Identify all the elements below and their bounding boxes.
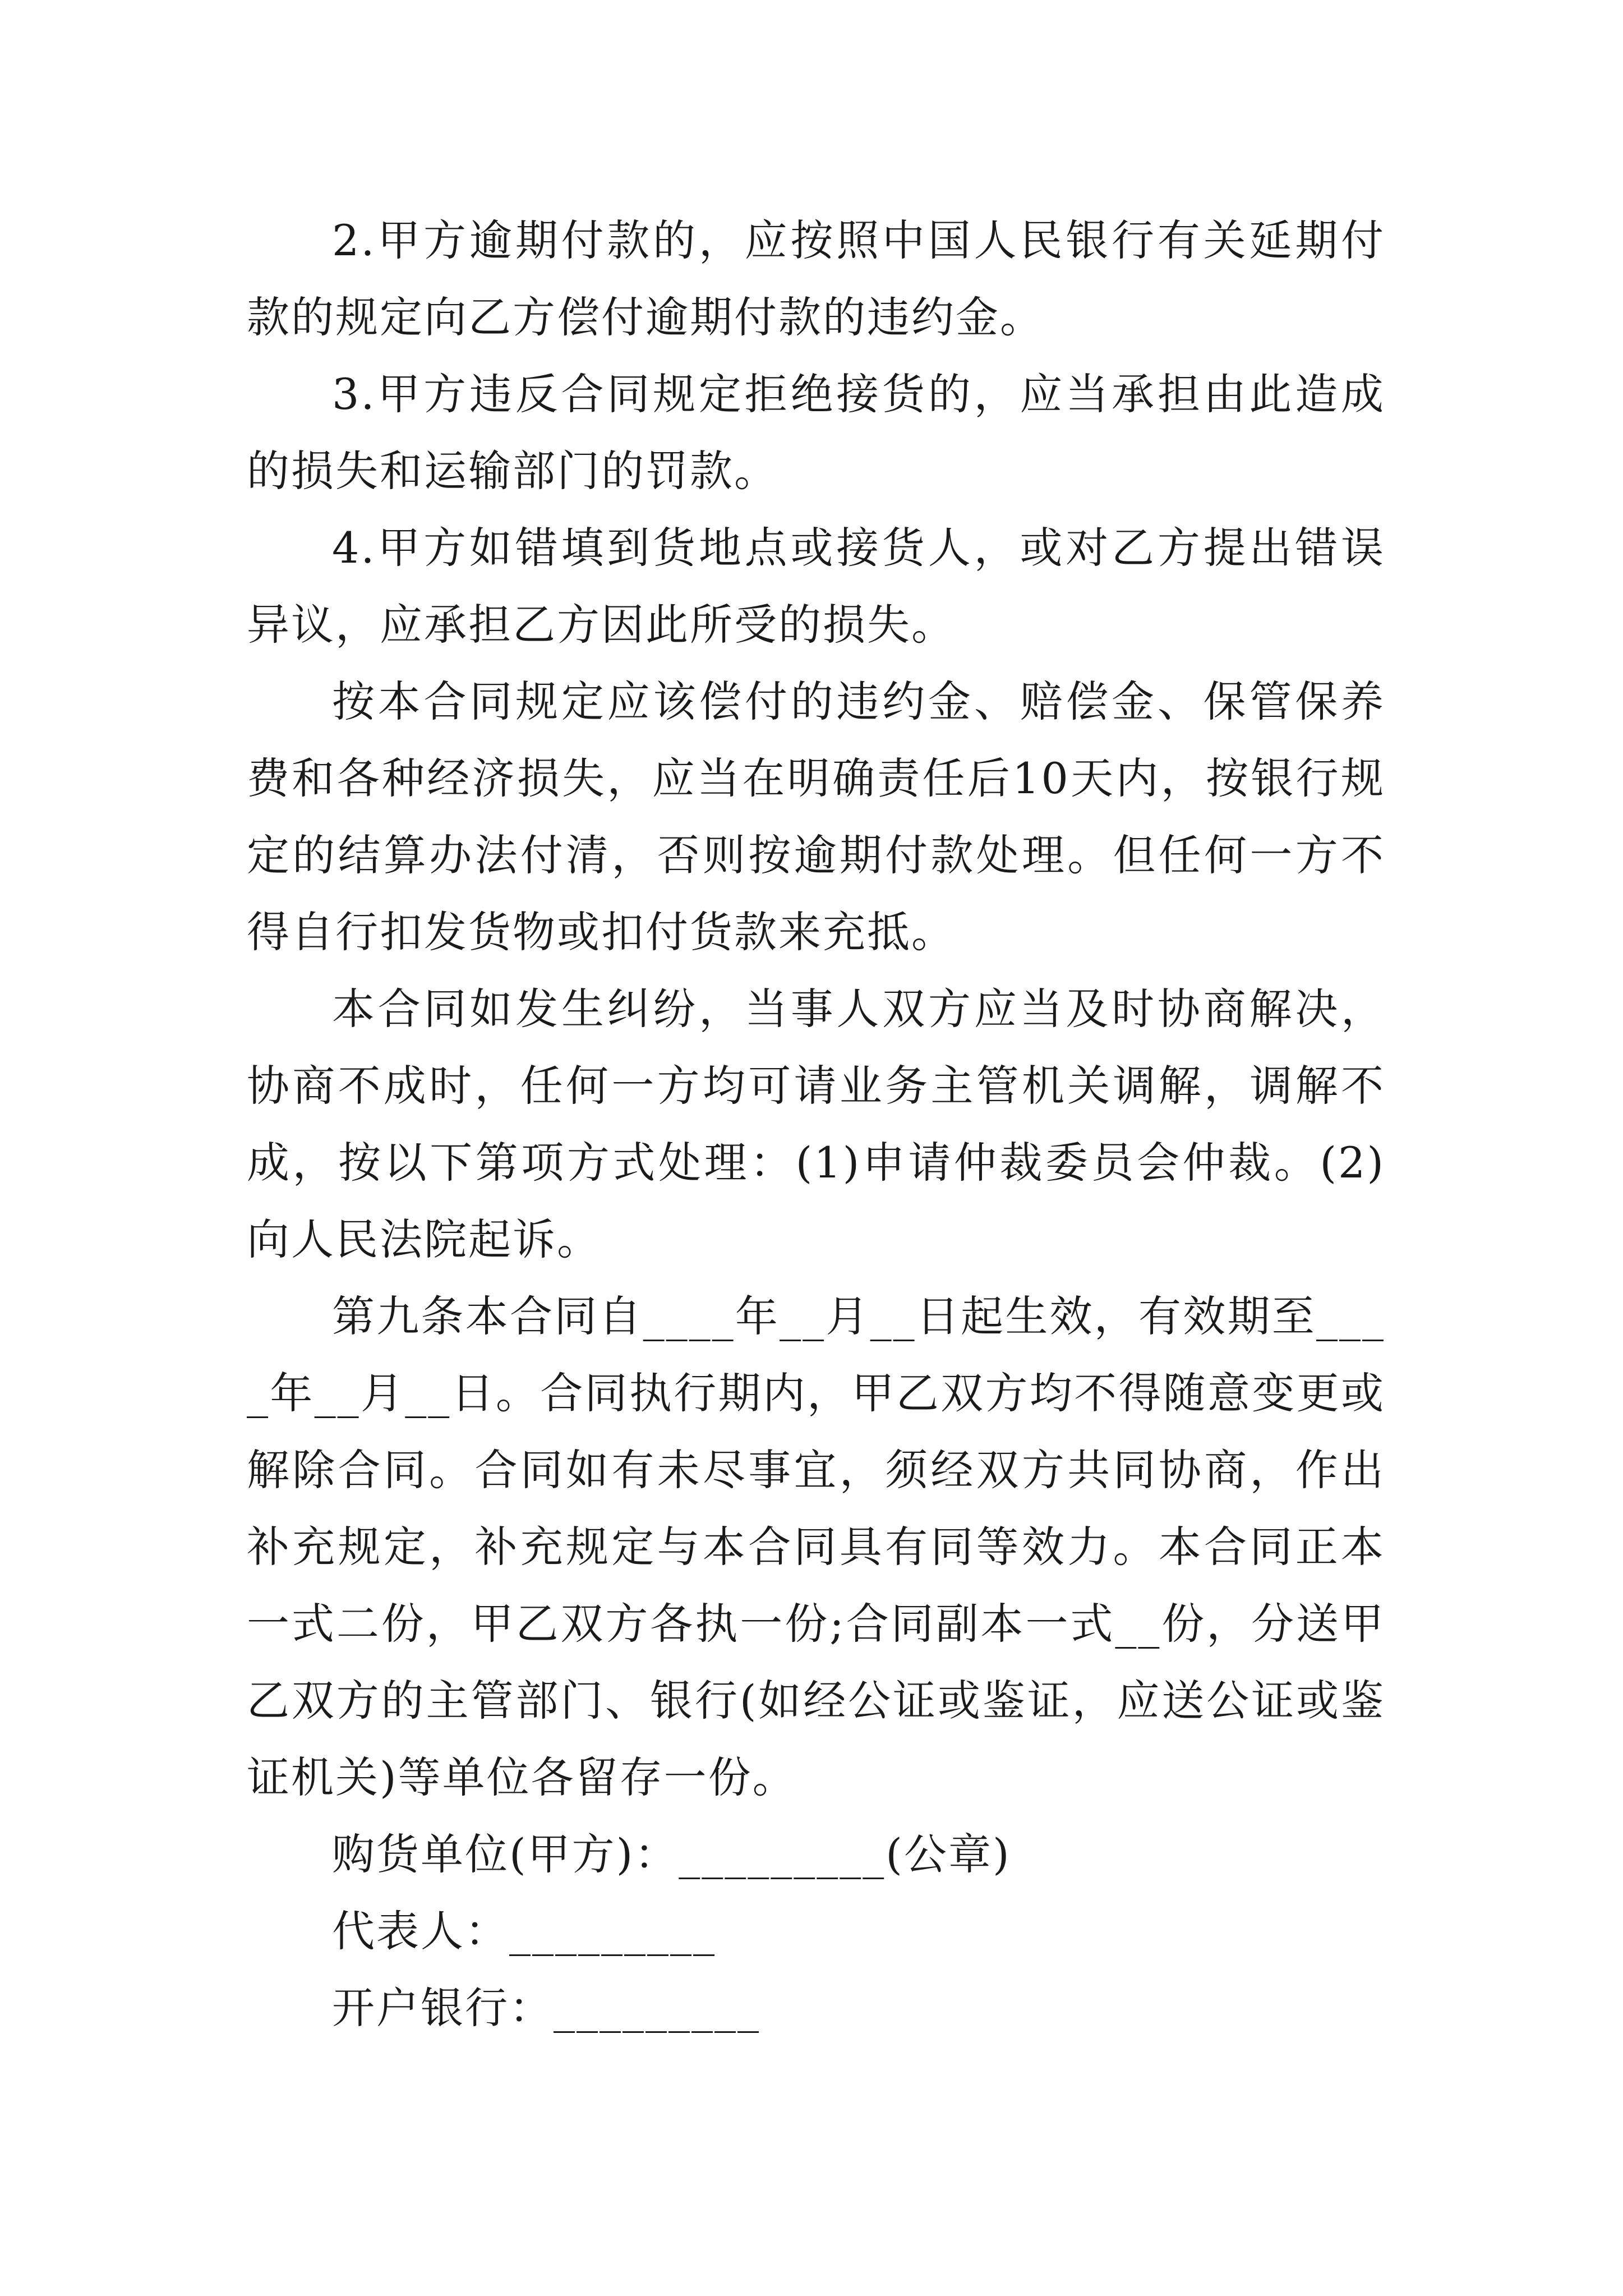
signature-representative: 代表人：_________ [332,1906,716,1956]
clause-2-overdue-payment: 2.甲方逾期付款的，应按照中国人民银行有关延期付款的规定向乙方偿付逾期付款的违约金。 [247,215,1385,342]
clause-3-refusal-of-goods: 3.甲方违反合同规定拒绝接货的，应当承担由此造成的损失和运输部门的罚款。 [247,369,1385,496]
signature-purchaser: 购货单位(甲方)：_________(公章) [332,1829,1011,1879]
signature-bank: 开户银行：_________ [332,1983,760,2033]
document-body [247,202,1385,2046]
paragraph-compensation-settlement: 按本合同规定应该偿付的违约金、赔偿金、保管保养费和各种经济损失，应当在明确责任后10天内，按银行规定的结算办法付清，否则按逾期付款处理。但任何一方不得自行扣发货物或扣付货款来充抵。 [247,677,1385,957]
clause-4-wrong-delivery-info: 4.甲方如错填到货地点或接货人，或对乙方提出错误异议，应承担乙方因此所受的损失。 [247,523,1385,650]
paragraph-dispute-resolution: 本合同如发生纠纷，当事人双方应当及时协商解决，协商不成时，任何一方均可请业务主管机关调解，调解不成，按以下第项方式处理：(1)申请仲裁委员会仲裁。(2)向人民法院起诉。 [247,984,1385,1264]
article-9-effectiveness: 第九条本合同自____年__月__日起生效，有效期至____年__月__日。合同执行期内，甲乙双方均不得随意变更或解除合同。合同如有未尽事宜，须经双方共同协商，作出补充规定，补充规定与本合同具有同等效力。本合同正本一式二份，甲乙双方各执一份;合同副本一式__份，分送甲乙双方的主管部门、银行(如经公证或鉴证，应送公证或鉴证机关)等单位各留存一份。 [247,1291,1385,1802]
